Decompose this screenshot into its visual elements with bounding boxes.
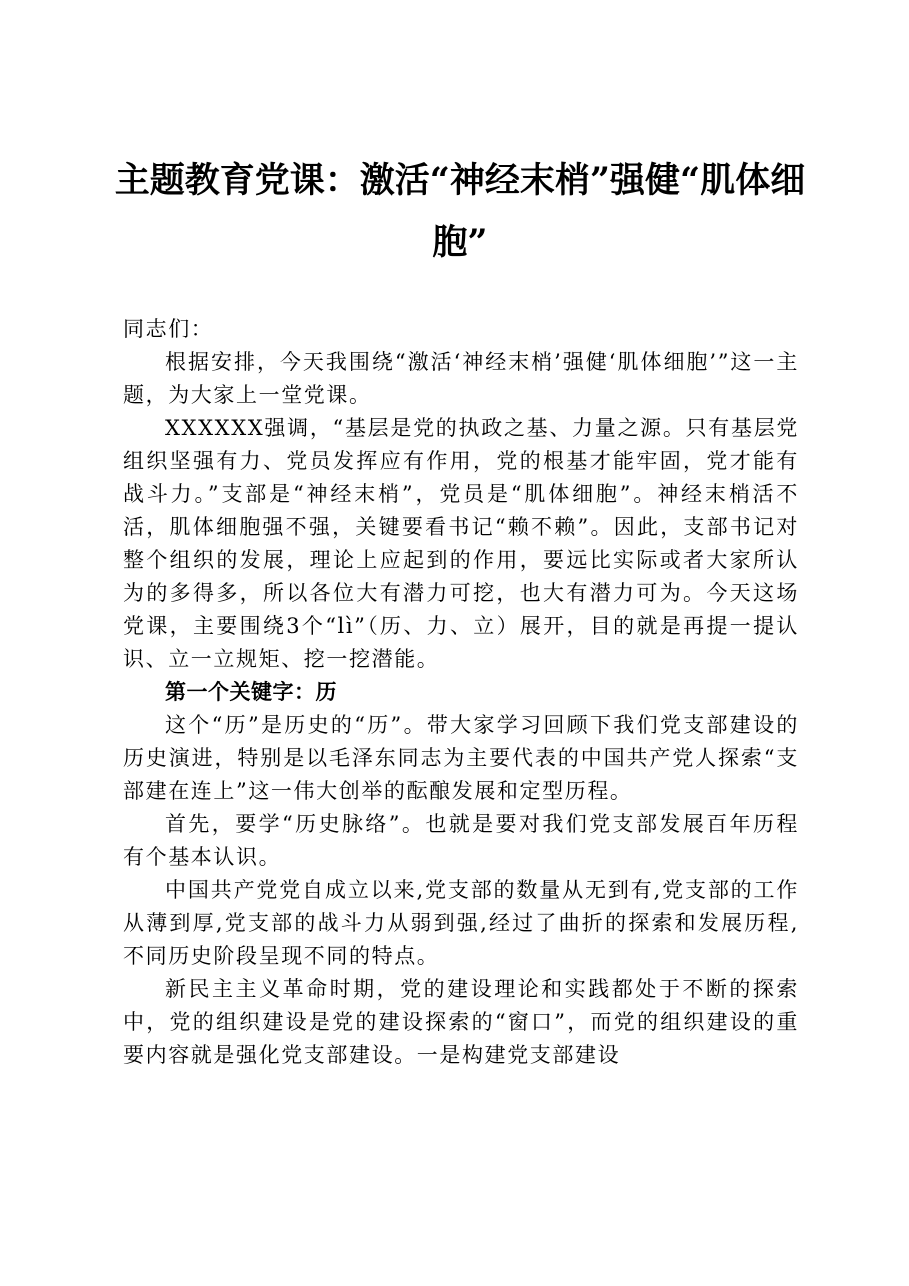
section-1-paragraph: 中国共产党党自成立以来,党支部的数量从无到有,党支部的工作从薄到厚,党支部的战斗力从弱到强,经过了曲折的探索和发展历程,不同历史阶段呈现不同的特点。: [123, 878, 799, 968]
section-1-paragraph: 这个“历”是历史的“历”。带大家学习回顾下我们党支部建设的历史演进，特别是以毛泽东同志为主要代表的中国共产党人探索“支部建在连上”这一伟大创举的酝酿发展和定型历程。: [123, 713, 799, 803]
paragraph-intro: 根据安排，今天我围绕“激活‘神经末梢’强健‘肌体细胞’”这一主题，为大家上一堂党课。: [123, 350, 799, 407]
document-body: [123, 313, 799, 1072]
section-1-paragraph: 首先，要学“历史脉络”。也就是要对我们党支部发展百年历程有个基本认识。: [123, 812, 799, 869]
document-title: 主题教育党课：激活“神经末梢”强健“肌体细胞”: [114, 160, 806, 263]
paragraph-quote: XXXXXX强调，“基层是党的执政之基、力量之源。只有基层党组织坚强有力、党员发挥应有作用，党的根基才能牢固，党才能有战斗力。”支部是“神经末梢”，党员是“肌体细胞”。神经末梢活不活，肌体细胞强不强，关键要看书记“赖不赖”。因此，支部书记对整个组织的发展，理论上应起到的作用，要远比实际或者大家所认为的多得多，所以各位大有潜力可挖，也大有潜力可为。今天这场党课，主要围绕3个“lì”（历、力、立）展开，目的就是再提一提认识、立一立规矩、挖一挖潜能。: [123, 416, 799, 671]
greeting: 同志们：: [123, 317, 214, 341]
section-1-paragraph: 新民主主义革命时期，党的建设理论和实践都处于不断的探索中，党的组织建设是党的建设探索的“窗口”，而党的组织建设的重要内容就是强化党支部建设。一是构建党支部建设: [123, 977, 799, 1067]
section-heading-1: 第一个关键字：历: [165, 680, 337, 704]
